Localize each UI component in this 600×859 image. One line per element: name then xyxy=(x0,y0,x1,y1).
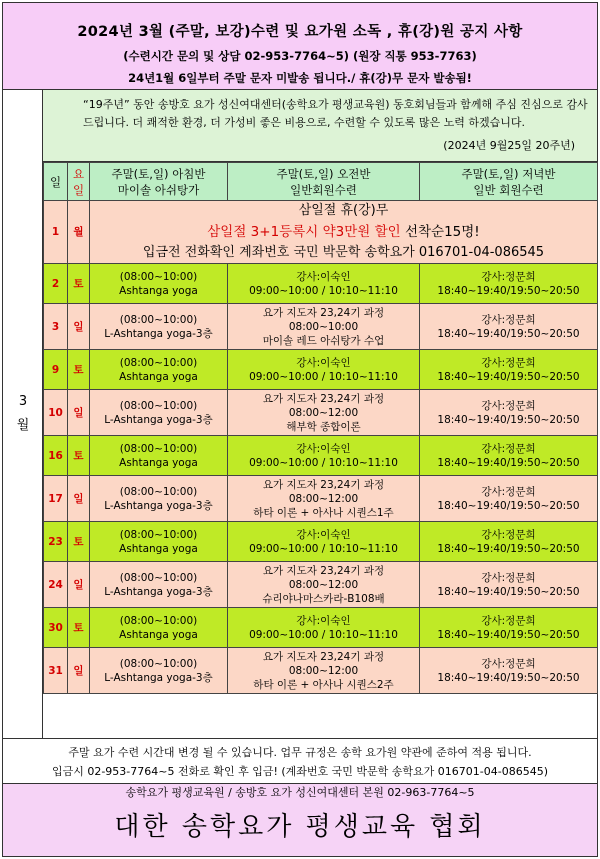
am-class xyxy=(228,350,420,390)
schedule-table xyxy=(43,162,598,694)
am-class-line: 해부학 종합이론 xyxy=(286,420,361,433)
contact-info: (수련시간 문의 및 상담 02-953-7764~5) (원장 직통 953-7763) xyxy=(123,49,477,63)
morning-class xyxy=(90,390,228,436)
morning-class-line: Ashtanga yoga xyxy=(119,628,198,641)
evening-class-line: 강사:정문희 xyxy=(481,657,536,670)
row-weekday: 토 xyxy=(68,436,90,476)
am-class-line: 강사:이숙인 xyxy=(296,528,351,541)
morning-class-line: L-Ashtanga yoga-3층 xyxy=(104,671,213,684)
holiday-row xyxy=(44,201,598,264)
morning-class xyxy=(90,264,228,304)
col-header-weekday: 요일 xyxy=(68,163,90,201)
am-class-line: 강사:이숙인 xyxy=(296,270,351,283)
am-class-line: 요가 지도자 23,24기 과정 xyxy=(262,564,385,577)
notice-header xyxy=(3,3,597,90)
morning-class-line: (08:00~10:00) xyxy=(119,399,198,412)
holiday-weekday: 월 xyxy=(68,201,90,264)
evening-class-line: 18:40~19:40/19:50~20:50 xyxy=(437,456,580,469)
evening-class-line: 강사:정문희 xyxy=(481,614,536,627)
evening-class-line: 강사:정문희 xyxy=(481,442,536,455)
morning-class xyxy=(90,608,228,648)
row-date: 24 xyxy=(44,562,68,608)
evening-class-line: 강사:정문희 xyxy=(481,485,536,498)
morning-class-line: L-Ashtanga yoga-3층 xyxy=(104,327,213,340)
col-header-am xyxy=(228,163,420,201)
row-date: 17 xyxy=(44,476,68,522)
am-class xyxy=(228,390,420,436)
morning-class xyxy=(90,476,228,522)
morning-class xyxy=(90,648,228,694)
am-header-line2: 일반회원수련 xyxy=(290,182,357,197)
evening-class xyxy=(420,350,598,390)
schedule-row xyxy=(44,350,598,390)
am-class xyxy=(228,264,420,304)
evening-class xyxy=(420,264,598,304)
row-weekday: 일 xyxy=(68,390,90,436)
evening-class-line: 강사:정문희 xyxy=(481,356,536,369)
morning-class-line: (08:00~10:00) xyxy=(119,270,198,283)
am-class-line: 09:00~10:00 / 10:10~11:10 xyxy=(249,542,398,555)
association-name: 대한 송학요가 평생교육 협회 xyxy=(3,802,597,856)
am-class-line: 09:00~10:00 / 10:10~11:10 xyxy=(249,370,398,383)
footer-line2: 입금시 02-953-7764~5 전화로 확인 후 입금! (계좌번호 국민 박문학 송학요가 016701-04-086545) xyxy=(51,765,549,778)
evening-class-line: 강사:정문희 xyxy=(481,270,536,283)
month-unit: 월 xyxy=(16,418,30,433)
row-date: 31 xyxy=(44,648,68,694)
holiday-info xyxy=(90,201,598,264)
month-number: 3 xyxy=(18,394,28,409)
evening-class xyxy=(420,608,598,648)
month-label xyxy=(3,390,43,438)
am-class-line: 하타 이론 + 아사나 시퀀스1주 xyxy=(253,506,394,519)
notice-text: “19주년” 동안 송방호 요가 성신여대센터(송학요가 평생교육원) 동호회님들과 함께해 주심 진심으로 감사드립니다. 더 쾌적한 환경, 더 가성비 좋은 비용으로, 수련할 수 있도록 많은 노력 하겠습니다. xyxy=(83,98,588,129)
morning-class xyxy=(90,350,228,390)
evening-class xyxy=(420,476,598,522)
evening-class xyxy=(420,648,598,694)
evening-class-line: 18:40~19:40/19:50~20:50 xyxy=(437,327,580,340)
am-class-line: 요가 지도자 23,24기 과정 xyxy=(262,306,385,319)
evening-class-line: 강사:정문희 xyxy=(481,313,536,326)
evening-header-line1: 주말(토,일) 저녁반 xyxy=(461,166,556,181)
am-class-line: 강사:이숙인 xyxy=(296,356,351,369)
footer-notice xyxy=(3,738,597,784)
row-date: 3 xyxy=(44,304,68,350)
morning-class-line: Ashtanga yoga xyxy=(119,284,198,297)
evening-class-line: 18:40~19:40/19:50~20:50 xyxy=(437,628,580,641)
month-column xyxy=(3,90,43,738)
row-weekday: 일 xyxy=(68,648,90,694)
row-date: 23 xyxy=(44,522,68,562)
schedule-row xyxy=(44,648,598,694)
am-class-line: 마이솔 레드 아쉬탕가 수업 xyxy=(262,334,385,347)
am-class-line: 08:00~12:00 xyxy=(288,578,359,591)
morning-class-line: (08:00~10:00) xyxy=(119,571,198,584)
sms-notice: 24년1월 6일부터 주말 문자 미발송 됩니다./ 휴(강)무 문자 발송됨! xyxy=(128,71,472,85)
row-date: 2 xyxy=(44,264,68,304)
row-weekday: 토 xyxy=(68,264,90,304)
evening-class-line: 18:40~19:40/19:50~20:50 xyxy=(437,585,580,598)
morning-class-line: Ashtanga yoga xyxy=(119,542,198,555)
evening-class-line: 강사:정문희 xyxy=(481,528,536,541)
morning-class-line: (08:00~10:00) xyxy=(119,614,198,627)
evening-class-line: 18:40~19:40/19:50~20:50 xyxy=(437,370,580,383)
row-weekday: 일 xyxy=(68,476,90,522)
evening-class-line: 강사:정문희 xyxy=(481,571,536,584)
schedule-row xyxy=(44,264,598,304)
holiday-promo xyxy=(90,221,597,243)
row-date: 9 xyxy=(44,350,68,390)
col-header-morning xyxy=(90,163,228,201)
am-class-line: 강사:이숙인 xyxy=(296,442,351,455)
holiday-promo-red: 삼일절 3+1등록시 약3만원 할인 xyxy=(207,224,401,240)
row-weekday: 일 xyxy=(68,304,90,350)
schedule-row xyxy=(44,436,598,476)
morning-header-line1: 주말(토,일) 아침반 xyxy=(111,166,206,181)
notice-date: (2024년 9월25일 20주년) xyxy=(443,139,575,152)
holiday-account: 입금전 전화확인 계좌번호 국민 박문학 송학요가 016701-04-086545 xyxy=(142,245,545,260)
am-class xyxy=(228,522,420,562)
am-class-line: 09:00~10:00 / 10:10~11:10 xyxy=(249,456,398,469)
evening-class xyxy=(420,562,598,608)
am-class xyxy=(228,476,420,522)
am-class-line: 하타 이론 + 아사나 시퀀스2주 xyxy=(253,678,394,691)
evening-class-line: 18:40~19:40/19:50~20:50 xyxy=(437,671,580,684)
schedule-row xyxy=(44,476,598,522)
evening-class-line: 18:40~19:40/19:50~20:50 xyxy=(437,413,580,426)
am-class xyxy=(228,562,420,608)
morning-class-line: (08:00~10:00) xyxy=(119,528,198,541)
anniversary-notice xyxy=(43,90,597,162)
am-class-line: 슈리야나마스카라-B108배 xyxy=(262,592,385,605)
schedule-row xyxy=(44,522,598,562)
holiday-title: 삼일절 휴(강)무 xyxy=(298,203,389,218)
row-weekday: 토 xyxy=(68,608,90,648)
morning-class-line: Ashtanga yoga xyxy=(119,370,198,383)
schedule-row xyxy=(44,562,598,608)
am-class-line: 강사:이숙인 xyxy=(296,614,351,627)
evening-class xyxy=(420,304,598,350)
page-title: 2024년 3월 (주말, 보강)수련 및 요가원 소독 , 휴(강)원 공지 사항 xyxy=(77,24,523,40)
holiday-promo-black: 선착순15명! xyxy=(400,224,480,240)
morning-class-line: Ashtanga yoga xyxy=(119,456,198,469)
morning-class-line: L-Ashtanga yoga-3층 xyxy=(104,499,213,512)
am-class xyxy=(228,436,420,476)
am-class xyxy=(228,608,420,648)
morning-class-line: (08:00~10:00) xyxy=(119,313,198,326)
morning-class xyxy=(90,522,228,562)
row-weekday: 토 xyxy=(68,350,90,390)
am-class-line: 09:00~10:00 / 10:10~11:10 xyxy=(249,284,398,297)
evening-class xyxy=(420,390,598,436)
morning-class-line: (08:00~10:00) xyxy=(119,657,198,670)
row-date: 16 xyxy=(44,436,68,476)
table-header-row xyxy=(44,163,598,201)
col-header-evening xyxy=(420,163,598,201)
footer-line1: 주말 요가 수련 시간대 변경 될 수 있습니다. 업무 규정은 송학 요가원 약관에 준하여 적용 됩니다. xyxy=(68,746,532,759)
row-weekday: 일 xyxy=(68,562,90,608)
am-class-line: 요가 지도자 23,24기 과정 xyxy=(262,650,385,663)
evening-class-line: 18:40~19:40/19:50~20:50 xyxy=(437,284,580,297)
am-class-line: 08:00~12:00 xyxy=(288,492,359,505)
morning-class-line: L-Ashtanga yoga-3층 xyxy=(104,585,213,598)
holiday-date: 1 xyxy=(44,201,68,264)
evening-class xyxy=(420,436,598,476)
morning-class-line: (08:00~10:00) xyxy=(119,356,198,369)
row-date: 30 xyxy=(44,608,68,648)
evening-class-line: 강사:정문희 xyxy=(481,399,536,412)
schedule-row xyxy=(44,304,598,350)
morning-class xyxy=(90,436,228,476)
am-header-line1: 주말(토,일) 오전반 xyxy=(276,166,371,181)
am-class-line: 09:00~10:00 / 10:10~11:10 xyxy=(249,628,398,641)
am-class-line: 요가 지도자 23,24기 과정 xyxy=(262,478,385,491)
row-date: 10 xyxy=(44,390,68,436)
evening-class-line: 18:40~19:40/19:50~20:50 xyxy=(437,499,580,512)
am-class-line: 08:00~12:00 xyxy=(288,406,359,419)
evening-header-line2: 일반 회원수련 xyxy=(473,182,544,197)
am-class-line: 08:00~12:00 xyxy=(288,664,359,677)
schedule-row xyxy=(44,390,598,436)
am-class-line: 08:00~10:00 xyxy=(288,320,359,333)
schedule-row xyxy=(44,608,598,648)
morning-class xyxy=(90,562,228,608)
morning-header-line2: 마이솔 아쉬탕가 xyxy=(117,182,200,197)
evening-class xyxy=(420,522,598,562)
am-class xyxy=(228,304,420,350)
am-class xyxy=(228,648,420,694)
row-weekday: 토 xyxy=(68,522,90,562)
am-class-line: 요가 지도자 23,24기 과정 xyxy=(262,392,385,405)
evening-class-line: 18:40~19:40/19:50~20:50 xyxy=(437,542,580,555)
col-header-date: 일 xyxy=(44,163,68,201)
morning-class-line: (08:00~10:00) xyxy=(119,442,198,455)
morning-class-line: L-Ashtanga yoga-3층 xyxy=(104,413,213,426)
morning-class-line: (08:00~10:00) xyxy=(119,485,198,498)
morning-class xyxy=(90,304,228,350)
footer-centers: 송학요가 평생교육원 / 송방호 요가 성신여대센터 본원 02-963-7764~5 xyxy=(3,784,597,802)
